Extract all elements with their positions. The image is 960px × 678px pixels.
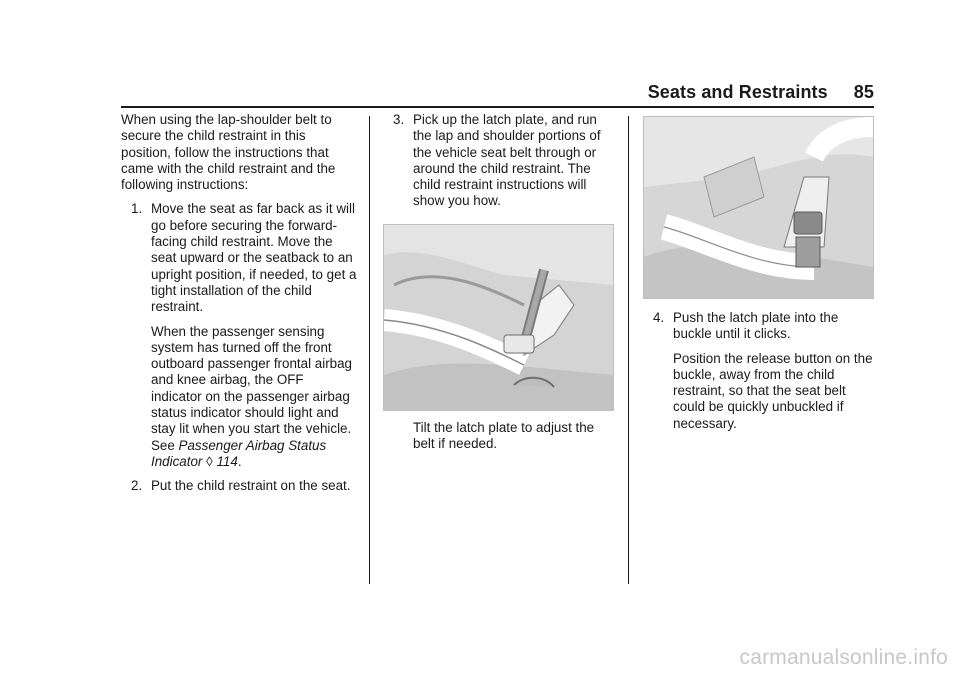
step-2	[121, 478, 357, 494]
step-4	[643, 310, 875, 432]
step-3-number: 3.	[393, 112, 405, 127]
step-3-text: Pick up the latch plate, and run the lap and shoulder portions of the vehicle seat belt through or around the child restraint. The child restraint instructions will show you how.	[413, 112, 601, 209]
step-1	[121, 201, 357, 470]
section-title: Seats and Restraints	[647, 82, 828, 102]
step-1-note-end: .	[237, 453, 242, 469]
intro-paragraph: When using the lap-shoulder belt to secure the child restraint in this position, follow the instructions that came with the child restraint and the following instructions:	[121, 112, 336, 193]
column-2	[383, 112, 615, 218]
caption-text: Tilt the latch plate to adjust the belt if needed.	[413, 420, 595, 452]
watermark: carmanualsonline.info	[739, 646, 948, 669]
step-1-text: Move the seat as far back as it will go before securing the forward-facing child restraint. Move the seat upward or the seatback to an upright position, if needed, to get a tight installation of the child restraint.	[151, 201, 357, 315]
step-4-number: 4.	[653, 310, 665, 325]
airbag-status-link[interactable]: Passenger Airbag Status Indicator	[151, 437, 327, 469]
seat-belt-latch-plate-icon	[384, 225, 613, 410]
step-4-note: Position the release button on the buckle, away from the child restraint, so that the seat belt could be quickly unbuckled if necessary.	[673, 350, 873, 431]
step-1-note	[151, 324, 357, 471]
page-ref-icon: ◊	[206, 453, 213, 469]
step-1-note-text: When the passenger sensing system has turned off the front outboard passenger frontal airbag and knee airbag, the OFF indicator on the passenger airbag status indicator should light and stay lit when you start the vehicle. See	[151, 323, 352, 453]
step-3	[383, 112, 615, 210]
step-2-number: 2.	[131, 478, 143, 494]
column-3	[643, 310, 875, 440]
column-divider-1	[369, 116, 370, 584]
step-4-text: Push the latch plate into the buckle until it clicks.	[673, 310, 839, 342]
latch-plate-figure	[383, 224, 614, 411]
column-1	[121, 112, 357, 503]
buckle-insertion-icon	[644, 117, 873, 298]
step-2-text: Put the child restraint on the seat.	[151, 478, 351, 494]
figure-caption	[413, 420, 613, 461]
page-header	[648, 82, 874, 103]
page-ref-number[interactable]: 114	[216, 453, 238, 469]
column-divider-2	[628, 116, 629, 584]
page-number: 85	[853, 82, 874, 102]
buckle-figure	[643, 116, 874, 299]
step-1-number: 1.	[131, 201, 143, 217]
header-rule	[121, 106, 874, 108]
